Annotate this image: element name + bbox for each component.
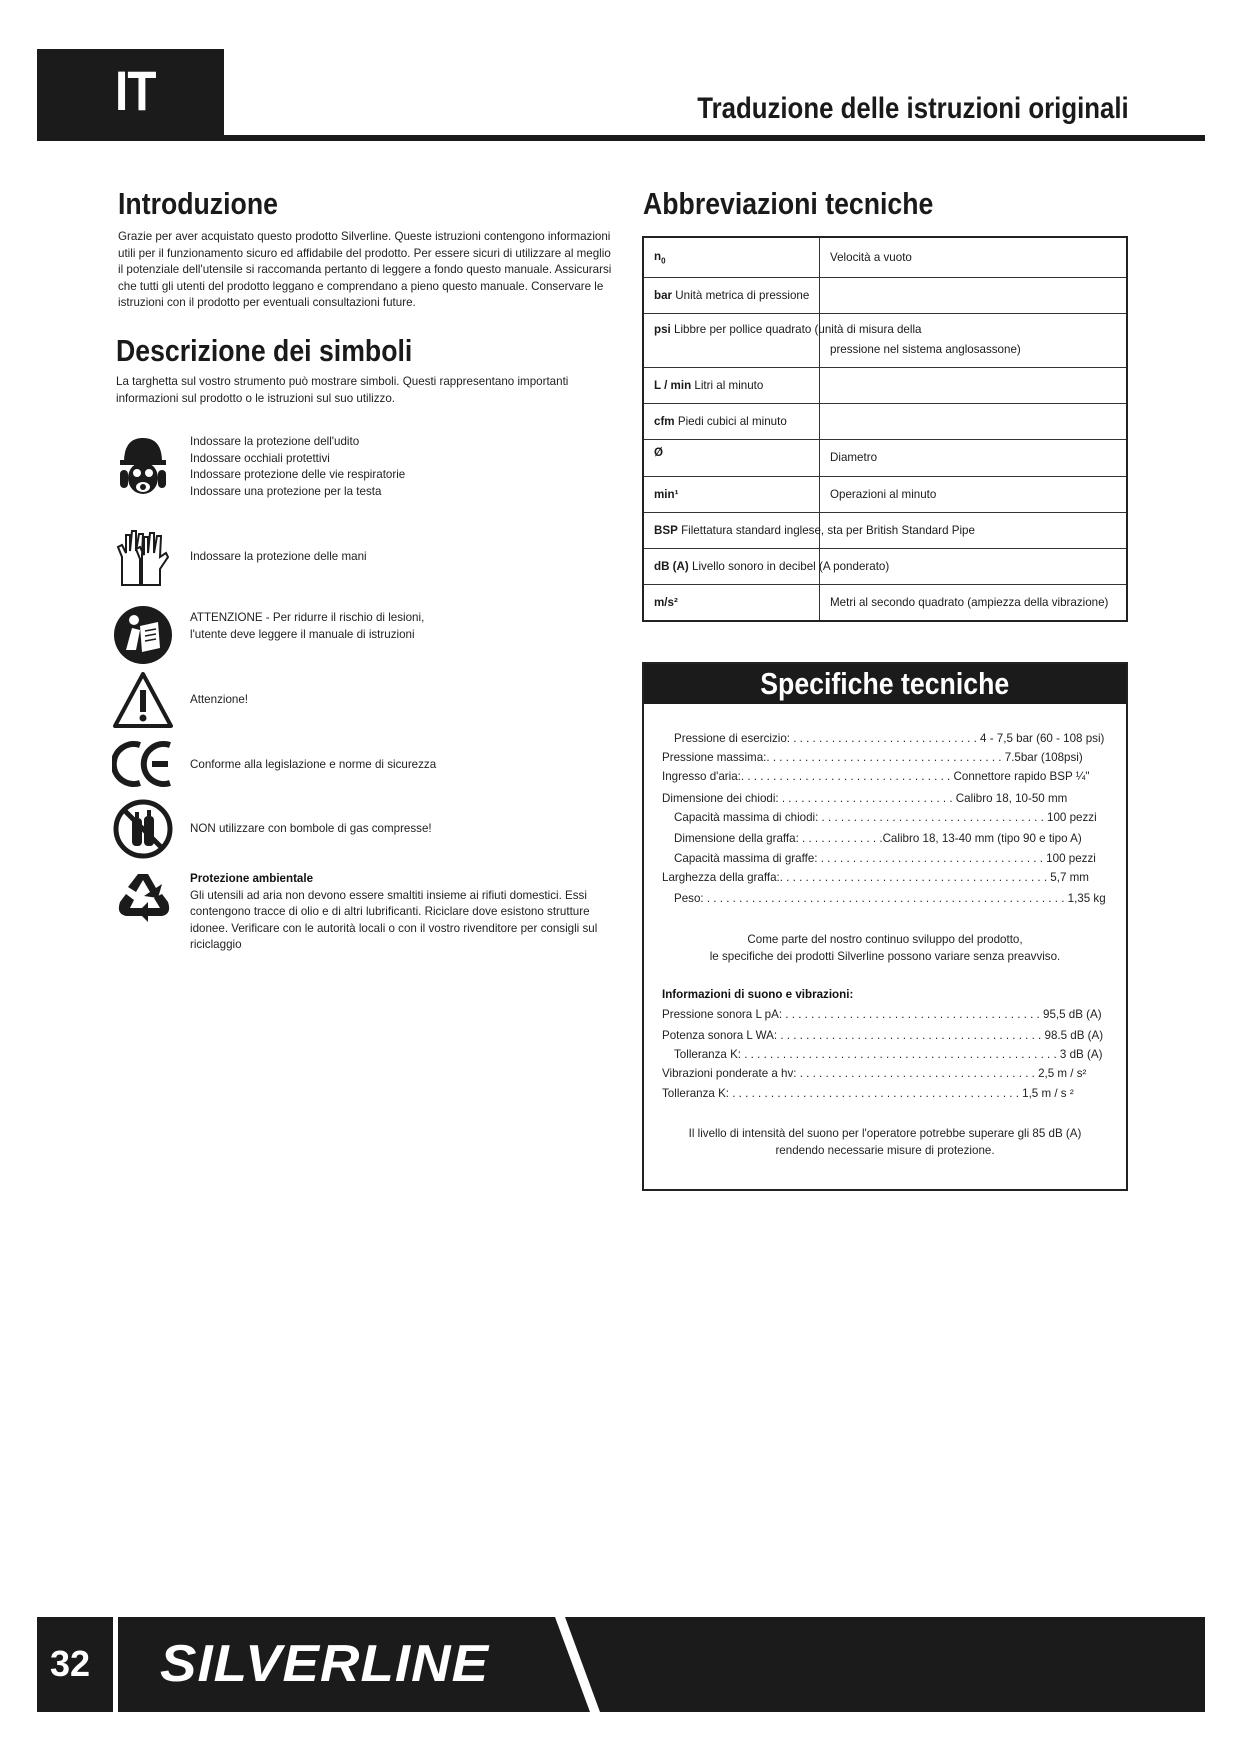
ppe-line: Indossare occhiali protettivi [190,451,330,465]
sound-line: Vibrazioni ponderate a hv: . . . . . . . . . . . . . . . . . . . . . . . . . . . . . . . . . . . . . 2,5 m / s² [662,1067,1087,1080]
intro-line: istruzioni con il prodotto per eventuali consultazioni future. [118,296,416,309]
abbr-row [643,476,1127,512]
abbr-key-cell [643,403,820,439]
read-manual-icon [112,604,174,666]
symbols-line: La targhetta sul vostro strumento può mostrare simboli. Questi rappresentano importanti [116,375,569,388]
abbr-key: dB (A) [654,559,689,573]
abbr-key-cell [643,584,820,621]
warning-text: Attenzione! [190,693,249,706]
specs-box [642,662,1128,1191]
recycle-icon [112,868,174,930]
page-number: 32 [50,1643,91,1684]
footer-divider [113,1617,118,1712]
abbr-row [643,548,1127,584]
gloves-text: Indossare la protezione delle mani [190,550,367,563]
abbr-value-cell [820,584,1128,621]
ce-mark-icon [112,733,174,795]
spec-line: Ingresso d'aria:. . . . . . . . . . . . . . . . . . . . . . . . . . . . . . . . . Connettore rapido BSP ¼" [662,770,1090,783]
specs-note-line: le specifiche dei prodotti Silverline possono variare senza preavviso. [709,949,1061,963]
abbr-row [643,403,1127,439]
env-line: Gli utensili ad aria non devono essere smaltiti insieme ai rifiuti domestici. Essi [190,888,587,902]
symbols-line: informazioni sul prodotto o le istruzioni sul suo utilizzo. [116,391,396,405]
abbr-desc: Unità metrica di pressione [675,288,810,302]
intro-paragraph [118,229,618,312]
abbr-value-cell [820,439,1128,476]
sound-warning [644,1126,1126,1159]
abbr-value: Operazioni al minuto [830,487,937,501]
abbr-key: bar [654,288,673,302]
abbr-key-cell [643,439,820,476]
abbr-key: m/s² [654,595,678,609]
gas-text: NON utilizzare con bombole di gas compresse! [190,822,432,835]
spec-line: Dimensione della graffa: . . . . . . . . . . . . .Calibro 18, 13-40 mm (tipo 90 e tipo A) [674,832,1082,845]
abbr-sub: 0 [661,255,666,265]
specs-note-line: Come parte del nostro continuo sviluppo del prodotto, [747,933,1023,946]
abbr-value-cell [820,277,1128,313]
abbr-key-cell [643,548,890,584]
ce-text: Conforme alla legislazione e norme di sicurezza [190,758,437,771]
abbr-key: cfm [654,414,675,428]
header-rule [37,135,1205,141]
abbr-value-cell [820,367,1128,403]
symbols-heading: Descrizione dei simboli [116,333,413,368]
abbr-heading: Abbreviazioni tecniche [643,186,934,221]
spec-line: Peso: . . . . . . . . . . . . . . . . . . . . . . . . . . . . . . . . . . . . . . . . . . . . . . . . . . . . . . . . 1,35 kg [674,892,1106,905]
abbr-key: psi [654,322,671,336]
abbr-key-cell [643,367,820,403]
sound-line: Potenza sonora L WA: . . . . . . . . . . . . . . . . . . . . . . . . . . . . . . . . . . . . . . . . . 98.5 dB (A) [662,1029,1104,1042]
language-code: IT [115,59,156,122]
intro-line: utili per il funzionamento sicuro ed affidabile del prodotto. Per essere sicuri di utilizzare al meglio [118,246,611,260]
abbr-value: Metri al secondo quadrato (ampiezza della vibrazione) [830,595,1109,609]
brand-logo: SILVERLINE [160,1635,490,1693]
abbr-key: Ø [654,446,664,459]
specs-note [644,932,1126,965]
abbr-desc: Libbre per pollice quadrato (unità di misura della [674,322,922,336]
abbr-desc: Filettatura standard inglese, sta per British Standard Pipe [681,523,975,537]
gloves-icon [112,527,174,589]
intro-line: il potenziale dell'utensile si raccomanda pertanto di leggere a fondo questo manuale. Assicurarsi [118,263,612,276]
abbr-row [643,584,1127,621]
abbr-row [643,512,1127,548]
sound-title: Informazioni di suono e vibrazioni: [662,988,854,1001]
spec-line: Capacità massima di graffe: . . . . . . . . . . . . . . . . . . . . . . . . . . . . . . . . . . . 100 pezzi [674,852,1096,865]
sound-line: Pressione sonora L pA: . . . . . . . . . . . . . . . . . . . . . . . . . . . . . . . . . . . . . . . . 95,5 dB (A) [662,1008,1102,1021]
manual-line: ATTENZIONE - Per ridurre il rischio di lesioni, [190,611,425,624]
abbr-desc: Piedi cubici al minuto [677,414,787,428]
abbr-key-cell [643,476,820,512]
abbr-table [642,236,1128,622]
abbr-key-cell [643,237,820,277]
intro-line: Grazie per aver acquistato questo prodotto Silverline. Queste istruzioni contengono informazioni [118,230,611,243]
abbr-key: BSP [654,523,678,537]
ppe-text [190,434,590,500]
abbr-row [643,439,1127,476]
env-line: idonee. Verificare con le autorità locali o con il vostro rivenditore per consigli sul [190,921,598,935]
abbr-key-cell [643,313,922,367]
ppe-helmet-icon [112,432,174,504]
spec-line: Pressione massima:. . . . . . . . . . . . . . . . . . . . . . . . . . . . . . . . . . . . . 7.5bar (108psi) [662,751,1083,764]
abbr-row [643,313,1127,367]
abbr-row [643,277,1127,313]
abbr-key-cell [643,512,975,548]
warning-icon [112,670,174,732]
manual-text [190,610,590,643]
manual-line: l'utente deve leggere il manuale di istruzioni [190,627,415,641]
symbols-intro [116,374,616,407]
sound-warning-line: Il livello di intensità del suono per l'operatore potrebbe superare gli 85 dB (A) [688,1127,1082,1140]
abbr-row [643,367,1127,403]
abbr-value-cell [820,237,1128,277]
abbr-value-cell [820,403,1128,439]
spec-line: Pressione di esercizio: . . . . . . . . . . . . . . . . . . . . . . . . . . . . . 4 - 7,5 bar (60 - 108 psi) [674,732,1105,745]
footer-slash [555,1617,600,1712]
abbr-value: pressione nel sistema anglosassone) [830,342,1021,356]
intro-line: che tutti gli utenti del prodotto leggano e comprendano a pieno questo manuale. Conservare le [118,279,604,293]
env-line: contengono tracce di olio e di altri lubrificanti. Riciclare dove esistono strutture [190,905,590,918]
sound-warning-line: rendendo necessarie misure di protezione. [775,1143,995,1157]
page-title: Traduzione delle istruzioni originali [697,92,1129,125]
abbr-key: min¹ [654,487,679,501]
intro-heading: Introduzione [118,186,278,221]
abbr-value: Velocità a vuoto [830,250,912,264]
abbr-desc: Livello sonoro in decibel (A ponderato) [692,559,890,573]
specs-header [644,664,1126,704]
sound-line: Tolleranza K: . . . . . . . . . . . . . . . . . . . . . . . . . . . . . . . . . . . . . . . . . . . . . 1,5 m / s ² [662,1087,1074,1100]
abbr-key-cell [643,277,820,313]
env-line: riciclaggio [190,938,242,951]
sound-line: Tolleranza K: . . . . . . . . . . . . . . . . . . . . . . . . . . . . . . . . . . . . . . . . . . . . . . . . . 3 dB (A) [674,1048,1103,1061]
abbr-value: Diametro [830,451,878,464]
specs-heading: Specifiche tecniche [760,666,1010,701]
spec-line: Larghezza della graffa:. . . . . . . . . . . . . . . . . . . . . . . . . . . . . . . . . . . . . . . . . . 5,7 mm [662,871,1089,884]
spec-line: Dimensione dei chiodi: . . . . . . . . . . . . . . . . . . . . . . . . . . . Calibro 18, 10-50 mm [662,792,1068,805]
no-gas-cylinder-icon [112,798,174,860]
abbr-desc: Litri al minuto [694,378,764,392]
env-title: Protezione ambientale [190,872,314,885]
env-text [190,871,610,954]
abbr-row [643,237,1127,277]
abbr-key: n [654,249,662,263]
ppe-line: Indossare una protezione per la testa [190,484,382,498]
spec-line: Capacità massima di chiodi: . . . . . . . . . . . . . . . . . . . . . . . . . . . . . . . . . . . 100 pezzi [674,811,1097,824]
ppe-line: Indossare la protezione dell'udito [190,435,360,448]
ppe-line: Indossare protezione delle vie respiratorie [190,468,406,481]
abbr-key: L / min [654,378,692,392]
abbr-value-cell [820,313,1128,367]
abbr-value-cell [820,476,1128,512]
